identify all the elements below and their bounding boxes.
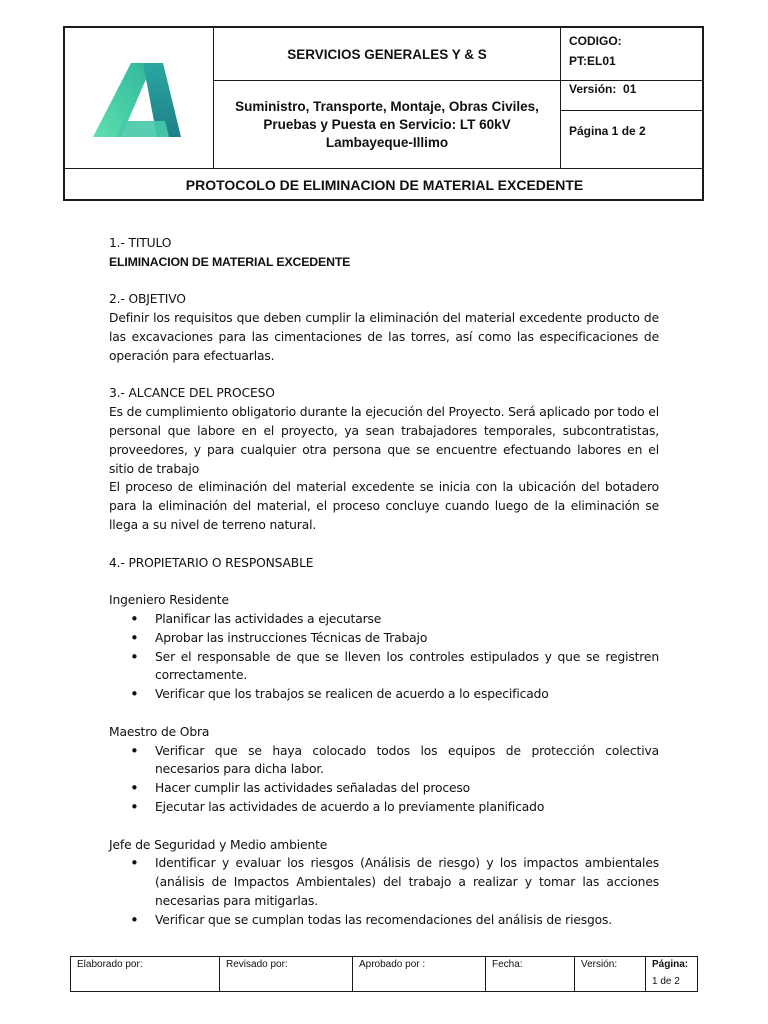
company-name: SERVICIOS GENERALES Y & S	[287, 46, 487, 62]
objective-text: Definir los requisitos que deben cumplir la eliminación del material excedente producto de las excavaciones para las cimentaciones de las torres, así como las especificaciones de operación para efectuarlas.	[109, 311, 659, 363]
company-logo-icon	[91, 61, 183, 141]
version-label: Versión: 01	[569, 82, 637, 96]
project-line: Pruebas y Puesta en Servicio: LT 60kV	[263, 116, 511, 132]
document-body	[109, 234, 659, 929]
page-indicator: Página 1 de 2	[569, 124, 646, 138]
list-item: • Hacer cumplir las actividades señaladas del proceso	[109, 779, 659, 798]
list-item: • Verificar que los trabajos se realicen de acuerdo a lo especificado	[109, 685, 659, 704]
footer-version: Versión:	[574, 957, 645, 991]
project-description	[214, 81, 560, 168]
role-title: Jefe de Seguridad y Medio ambiente	[109, 837, 328, 852]
role-duties-list	[109, 610, 659, 704]
role-title: Ingeniero Residente	[109, 593, 229, 608]
list-item: • Identificar y evaluar los riesgos (Análisis de riesgo) y los impactos ambientales (análisis de Impactos Ambientales) del trabajo a realizar y tomar las acciones necesarias para mitigarlas.	[109, 854, 659, 910]
divider	[560, 28, 561, 169]
footer-pagina-value: 1 de 2	[652, 976, 680, 987]
footer-aprobado: Aprobado por :	[352, 957, 485, 991]
codigo-value: PT:EL01	[569, 54, 616, 68]
section-heading: 4.- PROPIETARIO O RESPONSABLE	[109, 555, 314, 570]
document-header	[63, 26, 704, 201]
project-line: Lambayeque-Illimo	[325, 134, 449, 150]
section-title-text: ELIMINACION DE MATERIAL EXCEDENTE	[109, 254, 351, 269]
section-heading: 2.- OBJETIVO	[109, 292, 186, 307]
scope-paragraph: El proceso de eliminación del material excedente se inicia con la ubicación del botadero para la eliminación del material, el proceso concluye cuando luego de la eliminación se llega a su nivel de terreno natural.	[109, 480, 659, 532]
scope-paragraph: Es de cumplimiento obligatorio durante la ejecución del Proyecto. Será aplicado por todo el personal que labore en el proyecto, ya sean trabajadores temporales, subcontratistas, proveedores, y para cualquier otra persona que se encuentre efectuando labores en el sitio de trabajo	[109, 405, 659, 476]
list-item: • Verificar que se cumplan todas las recomendaciones del análisis de riesgos.	[109, 911, 659, 930]
footer-revisado: Revisado por:	[219, 957, 352, 991]
codigo-label: CODIGO:	[569, 34, 622, 48]
project-line: Suministro, Transporte, Montaje, Obras Civiles,	[235, 98, 539, 114]
role-title: Maestro de Obra	[109, 724, 210, 739]
section-heading: 3.- ALCANCE DEL PROCESO	[109, 386, 275, 401]
section-heading: 1.- TITULO	[109, 236, 172, 250]
footer-elaborado: Elaborado por:	[77, 959, 143, 970]
list-item: • Planificar las actividades a ejecutarse	[109, 610, 659, 629]
list-item: • Verificar que se haya colocado todos los equipos de protección colectiva necesarios para dicha labor.	[109, 742, 659, 780]
list-item: • Ejecutar las actividades de acuerdo a lo previamente planificado	[109, 798, 659, 817]
list-item: • Aprobar las instrucciones Técnicas de Trabajo	[109, 629, 659, 648]
footer-pagina-label: Página:	[652, 959, 689, 970]
list-item: • Ser el responsable de que se lleven los controles estipulados y que se registren correctamente.	[109, 648, 659, 686]
footer-pagina	[645, 957, 697, 991]
protocol-title: PROTOCOLO DE ELIMINACION DE MATERIAL EXCEDENTE	[185, 176, 584, 193]
divider	[560, 110, 704, 111]
role-duties-list	[109, 854, 659, 929]
signature-footer	[70, 956, 698, 992]
footer-fecha: Fecha:	[485, 957, 574, 991]
role-duties-list	[109, 742, 659, 817]
